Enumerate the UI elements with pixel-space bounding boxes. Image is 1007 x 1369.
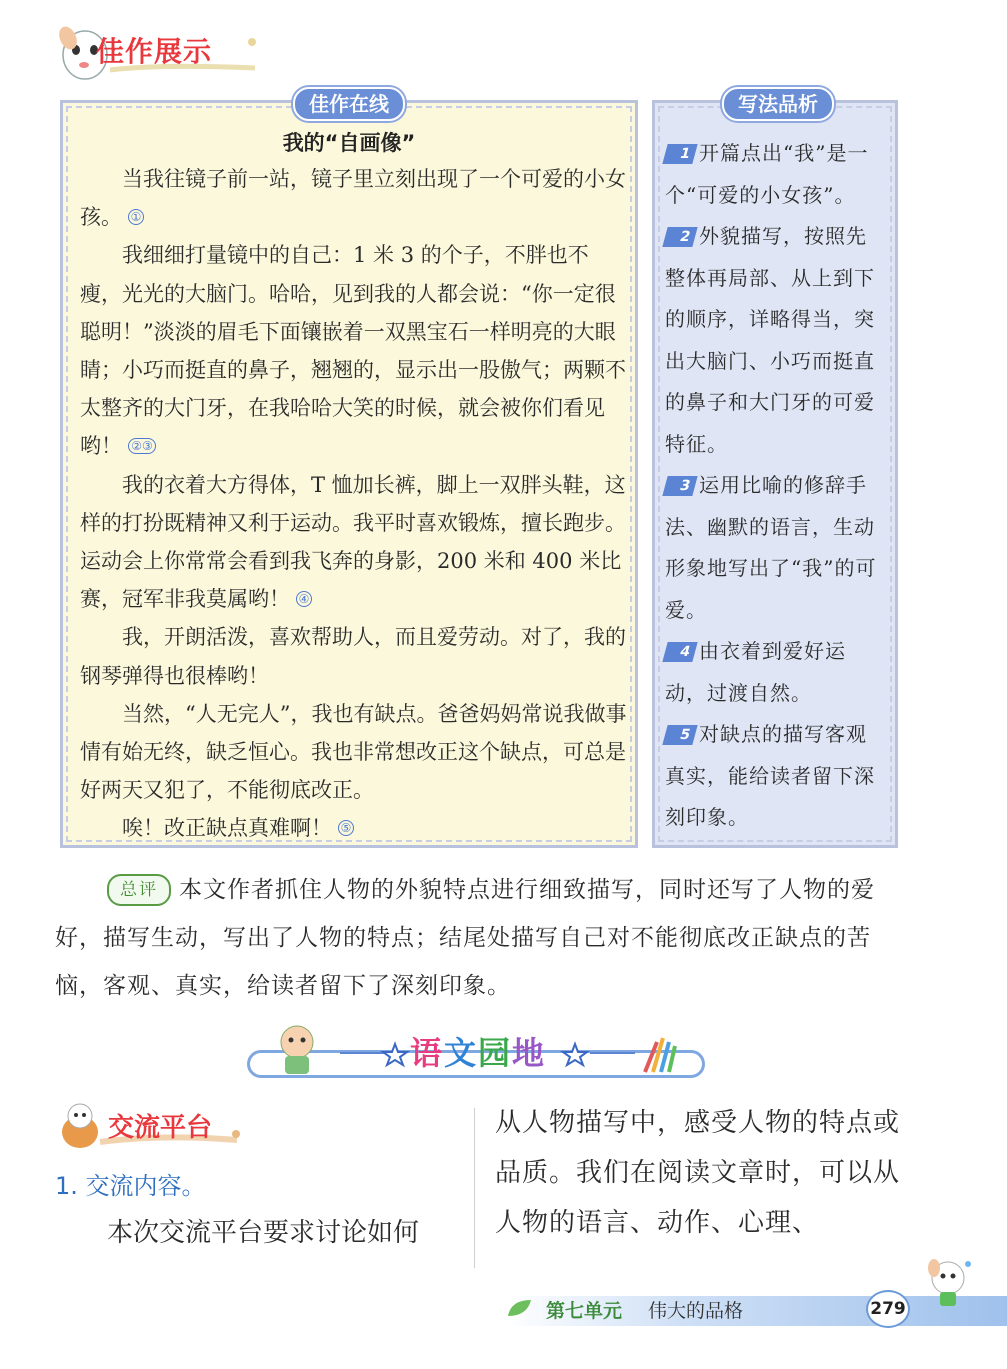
note-number-badge: 3 [662,476,697,496]
analysis-panel-tab: 写法品析 [722,87,834,121]
exchange-text-left: 本次交流平台要求讨论如何 [107,1218,420,1248]
essay-panel-tab: 佳作在线 [293,87,405,121]
summary-tag: 总评 [107,874,171,906]
leaf-icon [505,1296,535,1320]
note-number-badge: 2 [662,227,697,247]
paragraph-text: 当我往镜子前一站，镜子里立刻出现了一个可爱的小女孩。 [80,167,626,230]
summary-text: 本文作者抓住人物的外貌特点进行细致描写，同时还写了人物的爱好，描写生动，写出了人物的特点；结尾处描写自己对不能彻底改正缺点的苦恼，客观、真实，给读者留下了深刻印象。 [55,877,875,999]
essay-title: 我的“自画像” [282,131,416,155]
annotation-marker: ⑤ [338,820,354,836]
note-text: 开篇点出“我”是一个“可爱的小女孩”。 [665,141,869,207]
banner-char: 文 [444,1034,479,1072]
annotation-marker: ②③ [128,438,156,454]
note-text: 运用比喻的修辞手法、幽默的语言，生动形象地写出了“我”的可爱。 [665,473,877,622]
summary-comment [55,866,900,1010]
analysis-note [665,216,887,465]
analysis-notes [665,133,887,839]
note-number-badge: 4 [662,642,697,662]
paragraph-text: 我的衣着大方得体，T 恤加长裤，脚上一双胖头鞋，这样的打扮既精神又利于运动。我平时喜欢锻炼，擅长跑步。运动会上你常常会看到我飞奔的身影，200 米和 400 米比赛，冠军非我莫属哟！ [80,472,626,612]
essay-paragraph [80,618,628,694]
analysis-note [665,714,887,839]
essay-paragraph [80,809,628,847]
footer-title: 伟大的品格 [648,1300,744,1322]
paragraph-text: 我，开朗活泼，喜欢帮助人，而且爱劳动。对了，我的钢琴弹得也很棒哟！ [80,625,626,688]
analysis-note [665,465,887,631]
exchange-heading: 1. 交流内容。 [55,1172,206,1200]
column-divider [474,1108,475,1268]
paragraph-text: 我细细打量镜中的自己：1 米 3 的个子，不胖也不瘦，光光的大脑门。哈哈，见到我的人都会说：“你一定很聪明！”淡淡的眉毛下面镶嵌着一双黑宝石一样明亮的大眼睛；小巧而挺直的鼻子，翘翘的，显示出一股傲气；两颗不太整齐的大门牙，在我哈哈大笑的时候，就会被你们看见哟！ [80,243,626,459]
analysis-note [665,133,887,216]
essay-body [80,160,628,848]
mascot-icon [918,1256,978,1312]
note-number-badge: 1 [662,144,697,164]
exchange-text-right: 从人物描写中，感受人物的特点或品质。我们在阅读文章时，可以从人物的语言、动作、心理、 [495,1108,901,1238]
essay-paragraph [80,466,628,619]
banner-char: 地 [512,1034,547,1072]
banner-char: 园 [478,1034,513,1072]
note-text: 对缺点的描写客观真实，能给读者留下深刻印象。 [665,722,875,829]
page-number: 279 [866,1290,910,1328]
annotation-marker: ① [128,209,144,225]
exchange-title: 交流平台 [108,1113,213,1143]
note-text: 由衣着到爱好运动，过渡自然。 [665,639,846,705]
section-title: 佳作展示 [96,35,213,68]
note-text: 外貌描写，按照先整体再局部、从上到下的顺序，详略得当，突出大脑门、小巧而挺直的鼻子和大门牙的可爱特征。 [665,224,875,456]
analysis-note [665,631,887,714]
annotation-marker: ④ [296,591,312,607]
essay-paragraph [80,160,628,236]
note-number-badge: 5 [662,725,697,745]
essay-paragraph [80,236,628,465]
banner-title [410,1028,546,1074]
footer-unit: 第七单元 [546,1300,623,1322]
paragraph-text: 唉！改正缺点真难啊！ [122,816,332,841]
essay-paragraph [80,695,628,810]
paragraph-text: 当然，“人无完人”，我也有缺点。爸爸妈妈常说我做事情有始无终，缺乏恒心。我也非常想改正这个缺点，可总是好两天又犯了，不能彻底改正。 [80,701,627,803]
banner-char: 语 [410,1034,445,1072]
